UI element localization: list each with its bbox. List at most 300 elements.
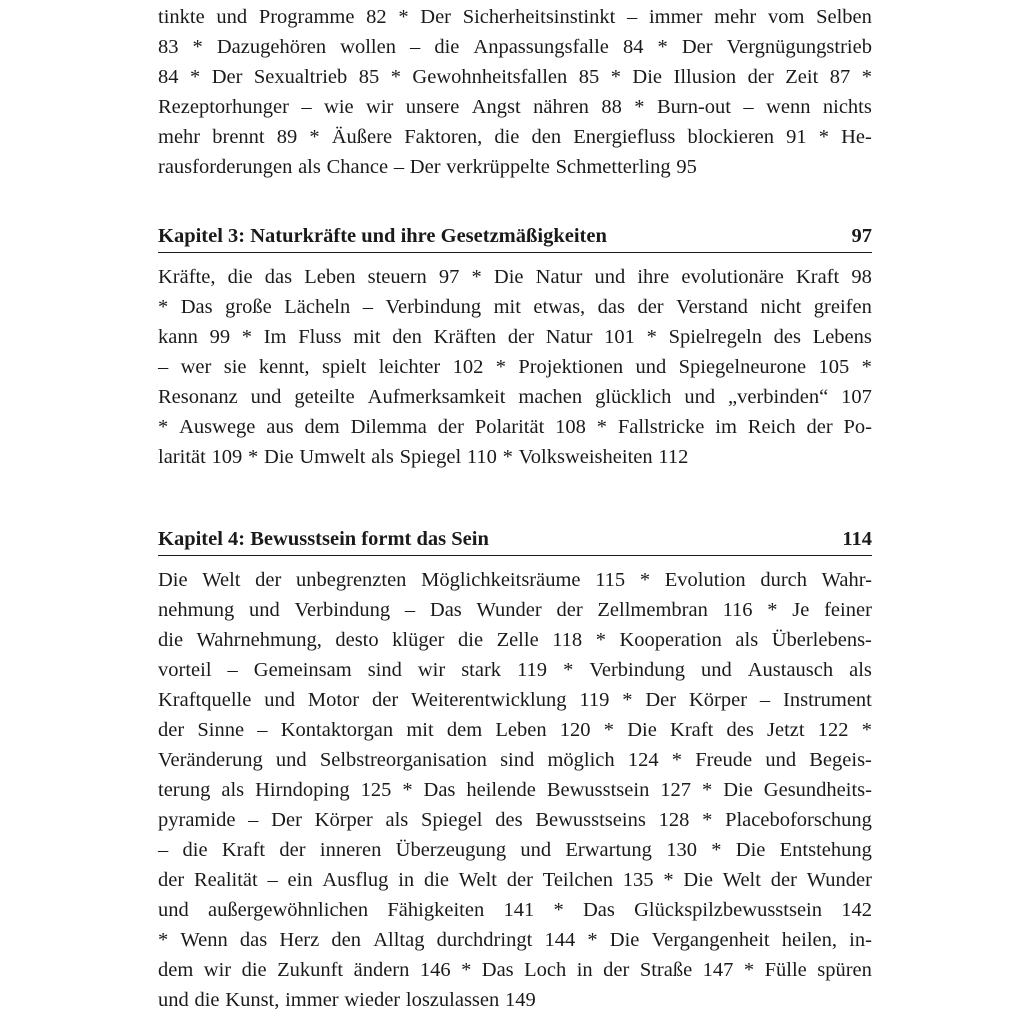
toc-word: Bewusstseins xyxy=(535,809,646,831)
toc-word: der xyxy=(603,959,630,981)
toc-word: der xyxy=(506,869,533,891)
toc-word: als xyxy=(385,809,409,831)
toc-word: machen xyxy=(518,386,583,408)
toc-word: der xyxy=(556,599,583,621)
toc-word: * xyxy=(702,779,713,801)
toc-word: in xyxy=(576,959,593,981)
toc-word: feiner xyxy=(824,599,872,621)
toc-word: mit xyxy=(353,326,381,348)
toc-word: 119 xyxy=(579,689,610,711)
toc-word: und xyxy=(700,659,732,681)
toc-word: 82 xyxy=(366,6,387,28)
toc-word: – xyxy=(158,356,169,378)
toc-word: die xyxy=(423,869,449,891)
toc-entry-line xyxy=(158,625,872,655)
toc-word: Das xyxy=(423,779,456,801)
toc-word: sie xyxy=(223,356,247,378)
toc-word: Spielregeln xyxy=(668,326,762,348)
toc-word: Der xyxy=(211,66,243,88)
toc-word: Vergnügungstrieb xyxy=(726,36,872,58)
toc-word: * xyxy=(158,296,169,318)
toc-word: klüger xyxy=(392,629,445,651)
toc-word: Die xyxy=(627,719,657,741)
toc-word: heilen, xyxy=(781,929,837,951)
toc-word: Weiterentwicklung xyxy=(411,689,567,711)
toc-word: * xyxy=(702,809,713,831)
toc-word: * xyxy=(398,6,409,28)
toc-word: wieder xyxy=(344,989,401,1011)
toc-word: steuern xyxy=(367,266,427,288)
toc-word: * xyxy=(495,356,506,378)
toc-word: Ausflug xyxy=(322,869,389,891)
toc-word: * xyxy=(158,416,169,438)
toc-word: und xyxy=(264,689,295,711)
toc-word: Programme xyxy=(258,6,355,28)
toc-word: 125 xyxy=(360,779,392,801)
toc-word: He- xyxy=(841,126,872,148)
toc-word: heilende xyxy=(466,779,536,801)
toc-word: evolutionäre xyxy=(681,266,784,288)
toc-word: * xyxy=(390,66,401,88)
chapter-3-heading xyxy=(158,222,872,253)
toc-word: Freude xyxy=(695,749,753,771)
toc-word: Kooperation xyxy=(619,629,722,651)
toc-word: Der xyxy=(420,6,452,28)
toc-word: Leben xyxy=(304,266,356,288)
toc-word: Kraft xyxy=(221,839,266,861)
toc-word: Verstand xyxy=(676,296,748,318)
toc-word: Der xyxy=(409,156,441,178)
toc-word: Glückspilzbewusstsein xyxy=(634,899,822,921)
toc-word: 84 xyxy=(158,66,179,88)
toc-word: Hirndoping xyxy=(255,779,350,801)
toc-word: 85 xyxy=(578,66,600,88)
toc-word: immer xyxy=(648,6,703,28)
toc-word: und xyxy=(158,899,189,921)
toc-word: Spiegel xyxy=(399,446,462,468)
chapter-4-entries xyxy=(158,565,872,1015)
toc-word: Angst xyxy=(471,96,521,118)
toc-word: * xyxy=(622,689,633,711)
toc-word: ihre xyxy=(637,266,670,288)
toc-word: 95 xyxy=(676,156,697,178)
chapter-4-page-number: 114 xyxy=(842,528,872,550)
toc-word: * xyxy=(646,326,657,348)
toc-word: Im xyxy=(263,326,287,348)
toc-word: 83 xyxy=(158,36,179,58)
toc-word: mehr xyxy=(158,126,201,148)
toc-word: * xyxy=(639,569,651,591)
toc-word: Anpassungsfalle xyxy=(473,36,609,58)
toc-word: und xyxy=(216,6,248,28)
toc-word: Instrument xyxy=(783,689,872,711)
toc-word: Überlebens- xyxy=(771,629,872,651)
toc-entry-line xyxy=(158,292,872,322)
toc-word: Bewusstsein xyxy=(546,779,650,801)
toc-word: Kraft xyxy=(795,266,840,288)
toc-word: in xyxy=(398,869,415,891)
toc-word: Körper xyxy=(314,809,373,831)
toc-word: 88 xyxy=(601,96,622,118)
toc-word: Kräfte, xyxy=(158,266,216,288)
toc-word: wollen xyxy=(340,36,396,58)
toc-word: Gemeinsam xyxy=(253,659,352,681)
toc-word: Burn-out xyxy=(656,96,731,118)
toc-word: Das xyxy=(180,296,213,318)
toc-word: das xyxy=(597,296,625,318)
toc-word: Herz xyxy=(279,929,320,951)
toc-word: Aufmerksamkeit xyxy=(367,386,506,408)
toc-word: * xyxy=(818,126,829,148)
toc-word: Po- xyxy=(843,416,872,438)
chapter-4-title: Kapitel 4: Bewusstsein formt das Sein xyxy=(158,528,489,550)
toc-word: * xyxy=(309,126,320,148)
toc-word: Energiefluss xyxy=(573,126,676,148)
toc-word: 149 xyxy=(504,989,536,1011)
toc-entry-line xyxy=(158,745,872,775)
toc-word: den xyxy=(331,929,362,951)
toc-word: – xyxy=(627,6,638,28)
toc-word: Wunder xyxy=(806,869,872,891)
toc-word: 108 xyxy=(555,416,586,438)
toc-word: – xyxy=(158,839,169,861)
toc-word: 110 xyxy=(466,446,497,468)
toc-word: die xyxy=(158,629,184,651)
toc-word: Fluss xyxy=(298,326,342,348)
toc-word: und xyxy=(594,266,626,288)
toc-entry-line xyxy=(158,895,872,925)
toc-word: der xyxy=(437,416,464,438)
toc-word: Welt xyxy=(202,569,241,591)
toc-word: nähren xyxy=(533,96,589,118)
toc-word: Begeis- xyxy=(809,749,872,771)
toc-word: loszulassen xyxy=(405,989,500,1011)
toc-word: * xyxy=(657,36,668,58)
toc-entry-line xyxy=(158,925,872,955)
toc-word: 101 xyxy=(604,326,635,348)
toc-word: 146 xyxy=(419,959,451,981)
toc-word: 87 xyxy=(829,66,851,88)
toc-entry-line xyxy=(158,805,872,835)
toc-word: Die xyxy=(683,869,713,891)
toc-word: Dilemma xyxy=(350,416,427,438)
toc-word: * xyxy=(861,356,872,378)
toc-word: Sicherheitsinstinkt xyxy=(462,6,616,28)
toc-word: das xyxy=(264,266,293,288)
toc-word: im xyxy=(715,416,737,438)
toc-word: leichter xyxy=(378,356,441,378)
toc-word: Fähigkeiten xyxy=(387,899,485,921)
chapter-3-section xyxy=(158,222,872,472)
toc-word: die xyxy=(182,839,208,861)
toc-entry-line xyxy=(158,92,872,122)
toc-word: und xyxy=(275,749,307,771)
toc-word: * xyxy=(192,36,203,58)
toc-word: Kräften xyxy=(433,326,497,348)
toc-word: * xyxy=(553,899,564,921)
toc-word: greifen xyxy=(813,296,872,318)
toc-word: 144 xyxy=(544,929,576,951)
toc-word: Kraftquelle xyxy=(158,689,252,711)
toc-word: Vergangenheit xyxy=(651,929,770,951)
toc-word: Die xyxy=(735,839,766,861)
chapter-3-title: Kapitel 3: Naturkräfte und ihre Gesetzmäßigkeiten xyxy=(158,225,607,247)
toc-word: unbegrenzten xyxy=(296,569,407,591)
toc-word: die xyxy=(227,266,253,288)
toc-word: Selbstreorganisation xyxy=(319,749,487,771)
toc-word: Wahrnehmung, xyxy=(196,629,322,651)
toc-word: * xyxy=(603,719,614,741)
toc-word: und xyxy=(684,386,716,408)
toc-word: 118 xyxy=(552,629,583,651)
toc-word: wie xyxy=(324,96,354,118)
toc-word: Polarität xyxy=(474,416,545,438)
toc-word: – xyxy=(257,719,268,741)
toc-word: Resonanz xyxy=(158,386,238,408)
toc-word: Die xyxy=(723,779,753,801)
toc-word: spielt xyxy=(321,356,367,378)
toc-word: Wenn xyxy=(180,929,228,951)
toc-word: Lebens xyxy=(812,326,872,348)
toc-word: die xyxy=(494,126,520,148)
toc-word: 98 xyxy=(851,266,872,288)
toc-word: mehr xyxy=(714,6,757,28)
toc-word: und xyxy=(520,839,552,861)
toc-word: Straße xyxy=(639,959,693,981)
toc-word: als xyxy=(371,446,394,468)
toc-word: 105 xyxy=(818,356,850,378)
intro-entries xyxy=(158,2,872,182)
toc-word: Chance xyxy=(326,156,389,178)
toc-word: Zelle xyxy=(496,629,539,651)
toc-word: wenn xyxy=(766,96,811,118)
toc-word: Welt xyxy=(722,869,761,891)
toc-word: Teilchen xyxy=(542,869,614,891)
toc-word: 130 xyxy=(666,839,697,861)
toc-word: 122 xyxy=(817,719,849,741)
toc-word: Sexualtrieb xyxy=(253,66,348,88)
toc-word: des xyxy=(726,719,754,741)
toc-word: stark xyxy=(461,659,502,681)
toc-word: * xyxy=(767,599,778,621)
toc-word: Motor xyxy=(307,689,360,711)
toc-word: 84 xyxy=(622,36,644,58)
toc-word: – xyxy=(410,36,421,58)
toc-word: sind xyxy=(367,659,402,681)
toc-word: terung xyxy=(158,779,211,801)
toc-word: – xyxy=(227,659,238,681)
toc-word: der xyxy=(158,719,185,741)
toc-word: Reich xyxy=(747,416,796,438)
toc-word: nichts xyxy=(822,96,872,118)
toc-word: Entstehung xyxy=(779,839,872,861)
toc-word: als xyxy=(221,779,245,801)
toc-word: als xyxy=(298,156,321,178)
toc-entry-line xyxy=(158,565,872,595)
toc-word: Alltag xyxy=(373,929,425,951)
toc-word: geteilte xyxy=(294,386,355,408)
toc-word: – xyxy=(362,296,373,318)
toc-word: Zeit xyxy=(785,66,819,88)
toc-word: Natur xyxy=(545,326,593,348)
toc-word: der xyxy=(371,689,399,711)
toc-word: dem xyxy=(446,719,483,741)
toc-word: Faktoren, xyxy=(404,126,483,148)
toc-word: immer xyxy=(285,989,339,1011)
toc-word: Lächeln xyxy=(284,296,351,318)
toc-word: 119 xyxy=(517,659,548,681)
toc-word: ändern xyxy=(353,959,410,981)
toc-word: – xyxy=(301,96,312,118)
toc-word: * xyxy=(563,659,574,681)
toc-word: Leben xyxy=(495,719,547,741)
toc-word: 116 xyxy=(722,599,753,621)
toc-word: brennt xyxy=(212,126,265,148)
toc-word: * xyxy=(671,749,682,771)
toc-word: die xyxy=(458,629,484,651)
chapter-4-section xyxy=(158,525,872,1015)
toc-word: und xyxy=(765,749,797,771)
toc-word: Zukunft xyxy=(277,959,344,981)
toc-word: Umwelt xyxy=(299,446,366,468)
toc-word: der xyxy=(770,869,797,891)
toc-word: Austausch xyxy=(747,659,834,681)
toc-word: die xyxy=(194,989,220,1011)
toc-word: tinkte xyxy=(158,6,205,28)
toc-word: 109 xyxy=(211,446,243,468)
toc-word: etwas, xyxy=(533,296,586,318)
toc-word: * xyxy=(634,96,645,118)
toc-word: wir xyxy=(366,96,394,118)
toc-word: unsere xyxy=(405,96,460,118)
toc-word: Die xyxy=(632,66,663,88)
toc-word: Je xyxy=(792,599,810,621)
toc-word: * xyxy=(595,629,606,651)
toc-word: – xyxy=(393,156,405,178)
toc-word: 147 xyxy=(702,959,734,981)
toc-word: Dazugehören xyxy=(216,36,327,58)
toc-word: Volksweisheiten xyxy=(518,446,653,468)
toc-word: Verbindung xyxy=(385,296,482,318)
toc-word: Natur xyxy=(535,266,583,288)
toc-entry-line xyxy=(158,775,872,805)
chapter-3-entries xyxy=(158,262,872,472)
toc-entry-line xyxy=(158,865,872,895)
toc-word: Möglichkeitsräume xyxy=(421,569,581,591)
toc-word: den xyxy=(392,326,422,348)
toc-word: Äußere xyxy=(331,126,393,148)
toc-word: desto xyxy=(335,629,379,651)
toc-word: * xyxy=(189,66,201,88)
toc-word: Gewohnheitsfallen xyxy=(412,66,568,88)
toc-word: Kraft xyxy=(670,719,714,741)
toc-word: Evolution xyxy=(664,569,746,591)
toc-word: Der xyxy=(645,689,677,711)
toc-entry-line xyxy=(158,382,872,412)
toc-word: der xyxy=(747,66,774,88)
toc-word: Kunst, xyxy=(225,989,280,1011)
toc-entry-line xyxy=(158,262,872,292)
toc-word: vom xyxy=(767,6,805,28)
toc-word: ein xyxy=(287,869,313,891)
toc-word: wer xyxy=(180,356,212,378)
toc-word: und xyxy=(250,386,282,408)
toc-word: Spiegelneurone xyxy=(678,356,807,378)
toc-word: Fallstricke xyxy=(617,416,705,438)
toc-word: 124 xyxy=(627,749,659,771)
toc-word: 102 xyxy=(452,356,484,378)
toc-word: * xyxy=(596,416,607,438)
toc-word: „verbinden“ xyxy=(728,386,829,408)
toc-word: aus xyxy=(266,416,294,438)
toc-entry-line xyxy=(158,122,872,152)
toc-word: Der xyxy=(271,809,302,831)
toc-word: sind xyxy=(500,749,535,771)
toc-word: * xyxy=(861,66,872,88)
toc-word: 142 xyxy=(841,899,872,921)
toc-word: rausforderungen xyxy=(158,156,293,178)
toc-word: * xyxy=(610,66,621,88)
toc-word: spüren xyxy=(817,959,872,981)
toc-word: verkrüppelte xyxy=(446,156,550,178)
toc-word: Projektionen xyxy=(518,356,624,378)
toc-entry-line xyxy=(158,595,872,625)
toc-entry-line xyxy=(158,985,872,1015)
toc-entry-line xyxy=(158,32,872,62)
toc-word: das xyxy=(239,929,268,951)
toc-word: den xyxy=(531,126,562,148)
toc-entry-line xyxy=(158,352,872,382)
toc-word: und xyxy=(635,356,667,378)
toc-word: der xyxy=(637,296,664,318)
toc-word: * xyxy=(158,929,169,951)
toc-word: Verbindung xyxy=(589,659,685,681)
toc-word: Spiegel xyxy=(421,809,483,831)
toc-word: larität xyxy=(158,446,206,468)
toc-word: Die xyxy=(158,569,188,591)
toc-word: * xyxy=(471,266,482,288)
toc-word: 99 xyxy=(209,326,231,348)
toc-word: Jetzt xyxy=(767,719,805,741)
toc-word: Das xyxy=(582,899,615,921)
toc-entry-line xyxy=(158,715,872,745)
toc-word: kann xyxy=(158,326,198,348)
toc-entry-line xyxy=(158,322,872,352)
toc-word: 128 xyxy=(658,809,690,831)
toc-word: Zellmembran xyxy=(597,599,708,621)
toc-word: * xyxy=(402,779,413,801)
toc-word: und xyxy=(158,989,189,1011)
toc-word: Körper xyxy=(688,689,748,711)
toc-word: 89 xyxy=(276,126,298,148)
toc-word: Sinne xyxy=(197,719,245,741)
toc-word: dem xyxy=(158,959,194,981)
toc-word: 97 xyxy=(438,266,460,288)
toc-word: als xyxy=(735,629,759,651)
toc-entry-line xyxy=(158,442,872,472)
toc-word: des xyxy=(495,809,523,831)
toc-word: pyramide xyxy=(158,809,236,831)
toc-entry-line xyxy=(158,2,872,32)
toc-word: * xyxy=(711,839,722,861)
toc-word: und xyxy=(249,599,280,621)
toc-word: * xyxy=(461,959,472,981)
toc-word: Welt xyxy=(458,869,497,891)
toc-word: 141 xyxy=(503,899,535,921)
toc-word: – xyxy=(404,599,416,621)
toc-word: Auswege xyxy=(179,416,256,438)
toc-word: Rezeptorhunger xyxy=(158,96,289,118)
